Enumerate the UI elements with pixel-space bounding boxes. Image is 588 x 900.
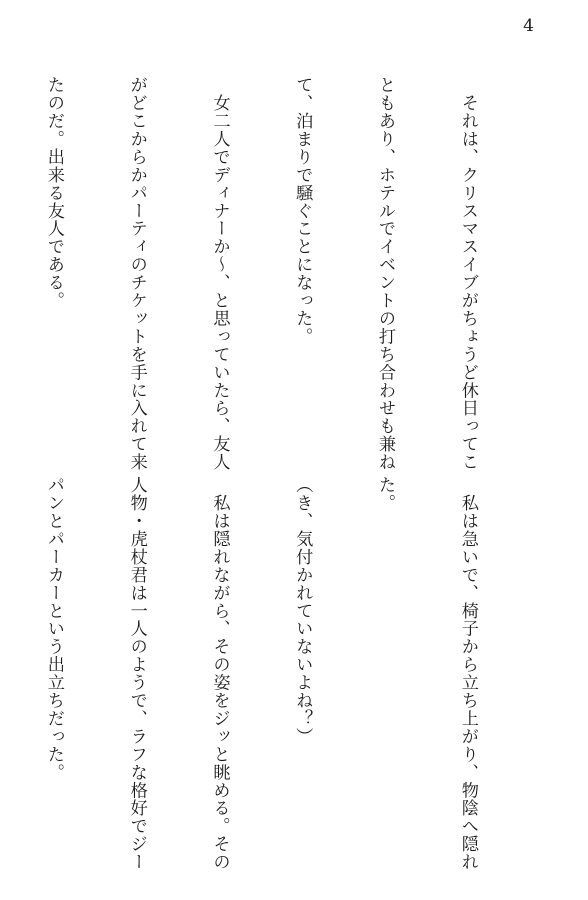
- text-line: パンとパーカーという出立ちだった。: [43, 476, 64, 782]
- text-line: 私は急いで、椅子から立ち上がり、物陰へ隠れ: [457, 476, 478, 871]
- text-line: ともあり、ホテルでイベントの打ち合わせも兼ね: [375, 76, 396, 471]
- page-number: 4: [523, 16, 534, 36]
- text-line: 私は隠れながら、その姿をジッと眺める。その: [209, 476, 230, 871]
- text-line: それは、クリスマスイブがちょうど休日ってこ: [457, 76, 478, 471]
- text-line: た。: [375, 476, 396, 512]
- text-block-bottom: [43, 476, 536, 871]
- text-block-top: [43, 76, 536, 471]
- text-line: 女二人でディナーか〜、と思っていたら、友人: [209, 76, 230, 471]
- text-line: たのだ。出来る友人である。: [43, 76, 64, 310]
- text-line: がどこからかパーティのチケットを手に入れて来: [126, 76, 147, 471]
- text-line: （き、気付かれていないよね？）: [292, 476, 313, 746]
- text-line: 人物・虎杖君は一人のようで、ラフな格好でジー: [126, 476, 147, 871]
- text-line: て、泊まりで騒ぐことになった。: [292, 76, 313, 346]
